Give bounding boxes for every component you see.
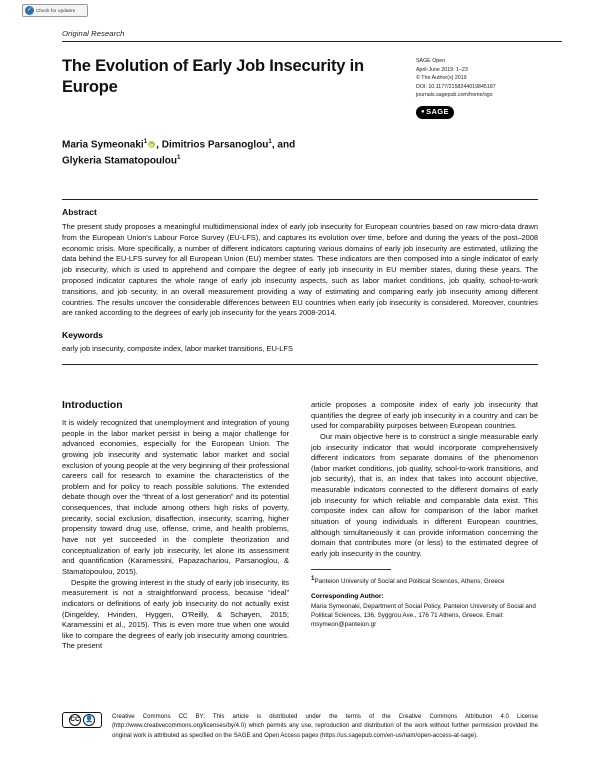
journal-issue: April-June 2019: 1–23 [416,66,468,73]
corresponding-author-text: Maria Symeonaki, Department of Social Policy, Panteion University of Social and Political Sciences, 136, Syggrou Ave., 176 71 Athens, Greece. Email: msymeon@panteion.gr [311,602,536,629]
corresponding-author-heading: Corresponding Author: [311,592,384,600]
cc-by-circle-icon: 👤 [83,714,95,726]
author-conjunction: , and [271,139,296,151]
affiliation-divider [311,569,391,570]
crossmark-badge[interactable] [22,4,88,17]
sage-logo-mark: ● [421,108,426,115]
author-3-affil-marker: 1 [177,153,181,161]
intro-paragraph-4: Our main objective here is to construct a single measurable early job insecurity indicator that would incorporate comprehensively different indicators from separate domains of the phenomenon (labor market conditions, job quality, school-to-work transitions, and job security), that is, an index that takes into account objective, measurable indicators connected to the different domains of early job insecurity for which reliable and comparable data exist. This composite index can allow for comparison of the labor market situation of young individuals in different European countries, although simultaneously it can provide information concerning the domain that contributes more (or less) to the estimated degree of early job insecurity in the country. [311,431,538,558]
orcid-icon[interactable] [148,141,155,148]
journal-copyright: © The Author(s) 2019 [416,75,467,82]
affiliation-marker: 1 [311,574,315,582]
keywords-heading: Keywords [62,330,104,341]
creative-commons-icon[interactable] [62,712,102,728]
sage-logo [416,106,454,119]
license-footer [62,712,538,740]
journal-url[interactable]: journals.sagepub.com/home/sgo [416,92,493,99]
sage-logo-text: SAGE [426,107,449,117]
affiliation-text [311,575,538,586]
crossmark-icon: ✓ [26,7,33,13]
author-2-name: , Dimitrios Parsanoglou [156,139,269,151]
body-column-right [311,400,538,652]
journal-doi: DOI: 10.1177/2158244019845187 [416,83,496,90]
abstract-heading: Abstract [62,207,97,217]
crossmark-label: Check for updates [36,8,75,13]
body-column-left [62,400,289,652]
introduction-heading: Introduction [62,400,123,411]
author-2-affil-marker: 1 [268,138,272,145]
intro-paragraph-3: article proposes a composite index of early job insecurity that quantifies the degree of early job insecurity in a country and can be used for comparability purposes between European countries. [311,400,538,431]
journal-metadata [416,57,566,119]
author-1-affil-marker: 1 [143,138,148,145]
title-block [62,56,382,98]
abstract-block [62,199,538,365]
page-title: The Evolution of Early Job Insecurity in Europe [62,57,364,97]
author-1-name: Maria Symeonaki [62,139,144,151]
section-kicker: Original Research [62,29,562,42]
abstract-text: The present study proposes a meaningful multidimensional index of early job insecurity for European countries based on raw micro-data drawn from the European Union's Labour Force Survey (EU-LFS), and captures its evolution over time, before and during the years of the post–2008 economic crisis. More specifically, a number of different indicators capturing various domains of early job insecurity are estimated, utilizing the data behind the EU-LFS survey for all European Union (EU) member states. These indicators are then composed into a single indicator of early job insecurity, which is used to apprehend and compare the degree of early job insecurity in EU member states, during these years. The proposed indicator captures the whole range of early job insecurity aspects, such as labor market conditions, job quality, school-to-work transitions, and job security, in an overall measurement providing a way of estimating and comparing early job insecurity among different countries. The results uncover the considerable differences between EU countries when early job insecurity is considered. Moreover, countries are ranked according to the degrees of early job insecurity for the years 2008-2014. [62,222,538,318]
abstract-top-divider [62,199,538,200]
keywords-text: early job insecurity, composite index, labor market transitions, EU-LFS [62,344,293,354]
intro-paragraph-2: Despite the growing interest in the study of early job insecurity, its measurement is not a straightforward process, because “ideal” indicators or definitions of early job insecurity do not actually exist (Dingeldey, Hvinden, Hyggen, O'Reilly, & Schøyen, 2015; Karamessini et al., 2015). This is even more true when one would like to compare the degrees of early job insecurity among countries. The present [62,577,289,651]
abstract-bottom-divider [62,364,538,365]
license-text: Creative Commons CC BY: This article is distributed under the terms of the Creative Commons Attribution 4.0 License (http://www.creativecommons.org/licenses/by/4.0) which permits any use, reproduction and distribution of the work without further permission provided the original work is attributed as specified on the SAGE and Open Access pages (https://us.sagepub.com/en-us/nam/open-access-at-sage). [112,713,538,739]
author-3-name: Glykeria Stamatopoulou [62,155,178,167]
intro-paragraph-1: It is widely recognized that unemployment and integration of young people in the labor market persist in being a major challenge for advanced economies, especially for the European Union. The growing job insecurity and systematic labor market and social exclusion of young people at the very beginning of their professional careers call for research to examine the characteristics of the problem and for policy to reach possible solutions. The extended debate though over the “threat of a lost generation” and its potential consequences, that include among others high risks of poverty, precarity, social exclusion, disaffection, insecurity, scarring, higher propensity toward drug use, offense, crime, and health problems, have not yet succeeded in the complete theorization and conceptualization of early job insecurity, let alone its assessment and quantification (Karamessini, Papazachariou, Parsanoglou, & Stamatopoulou, 2015). [62,418,289,576]
cc-circle-icon: CC [69,714,81,726]
journal-name: SAGE Open [416,58,446,64]
affiliation-body: Panteion University of Social and Political Sciences, Athens, Greece [314,577,505,585]
author-list [62,137,462,169]
journal-header [62,29,562,42]
body-columns [62,400,538,652]
